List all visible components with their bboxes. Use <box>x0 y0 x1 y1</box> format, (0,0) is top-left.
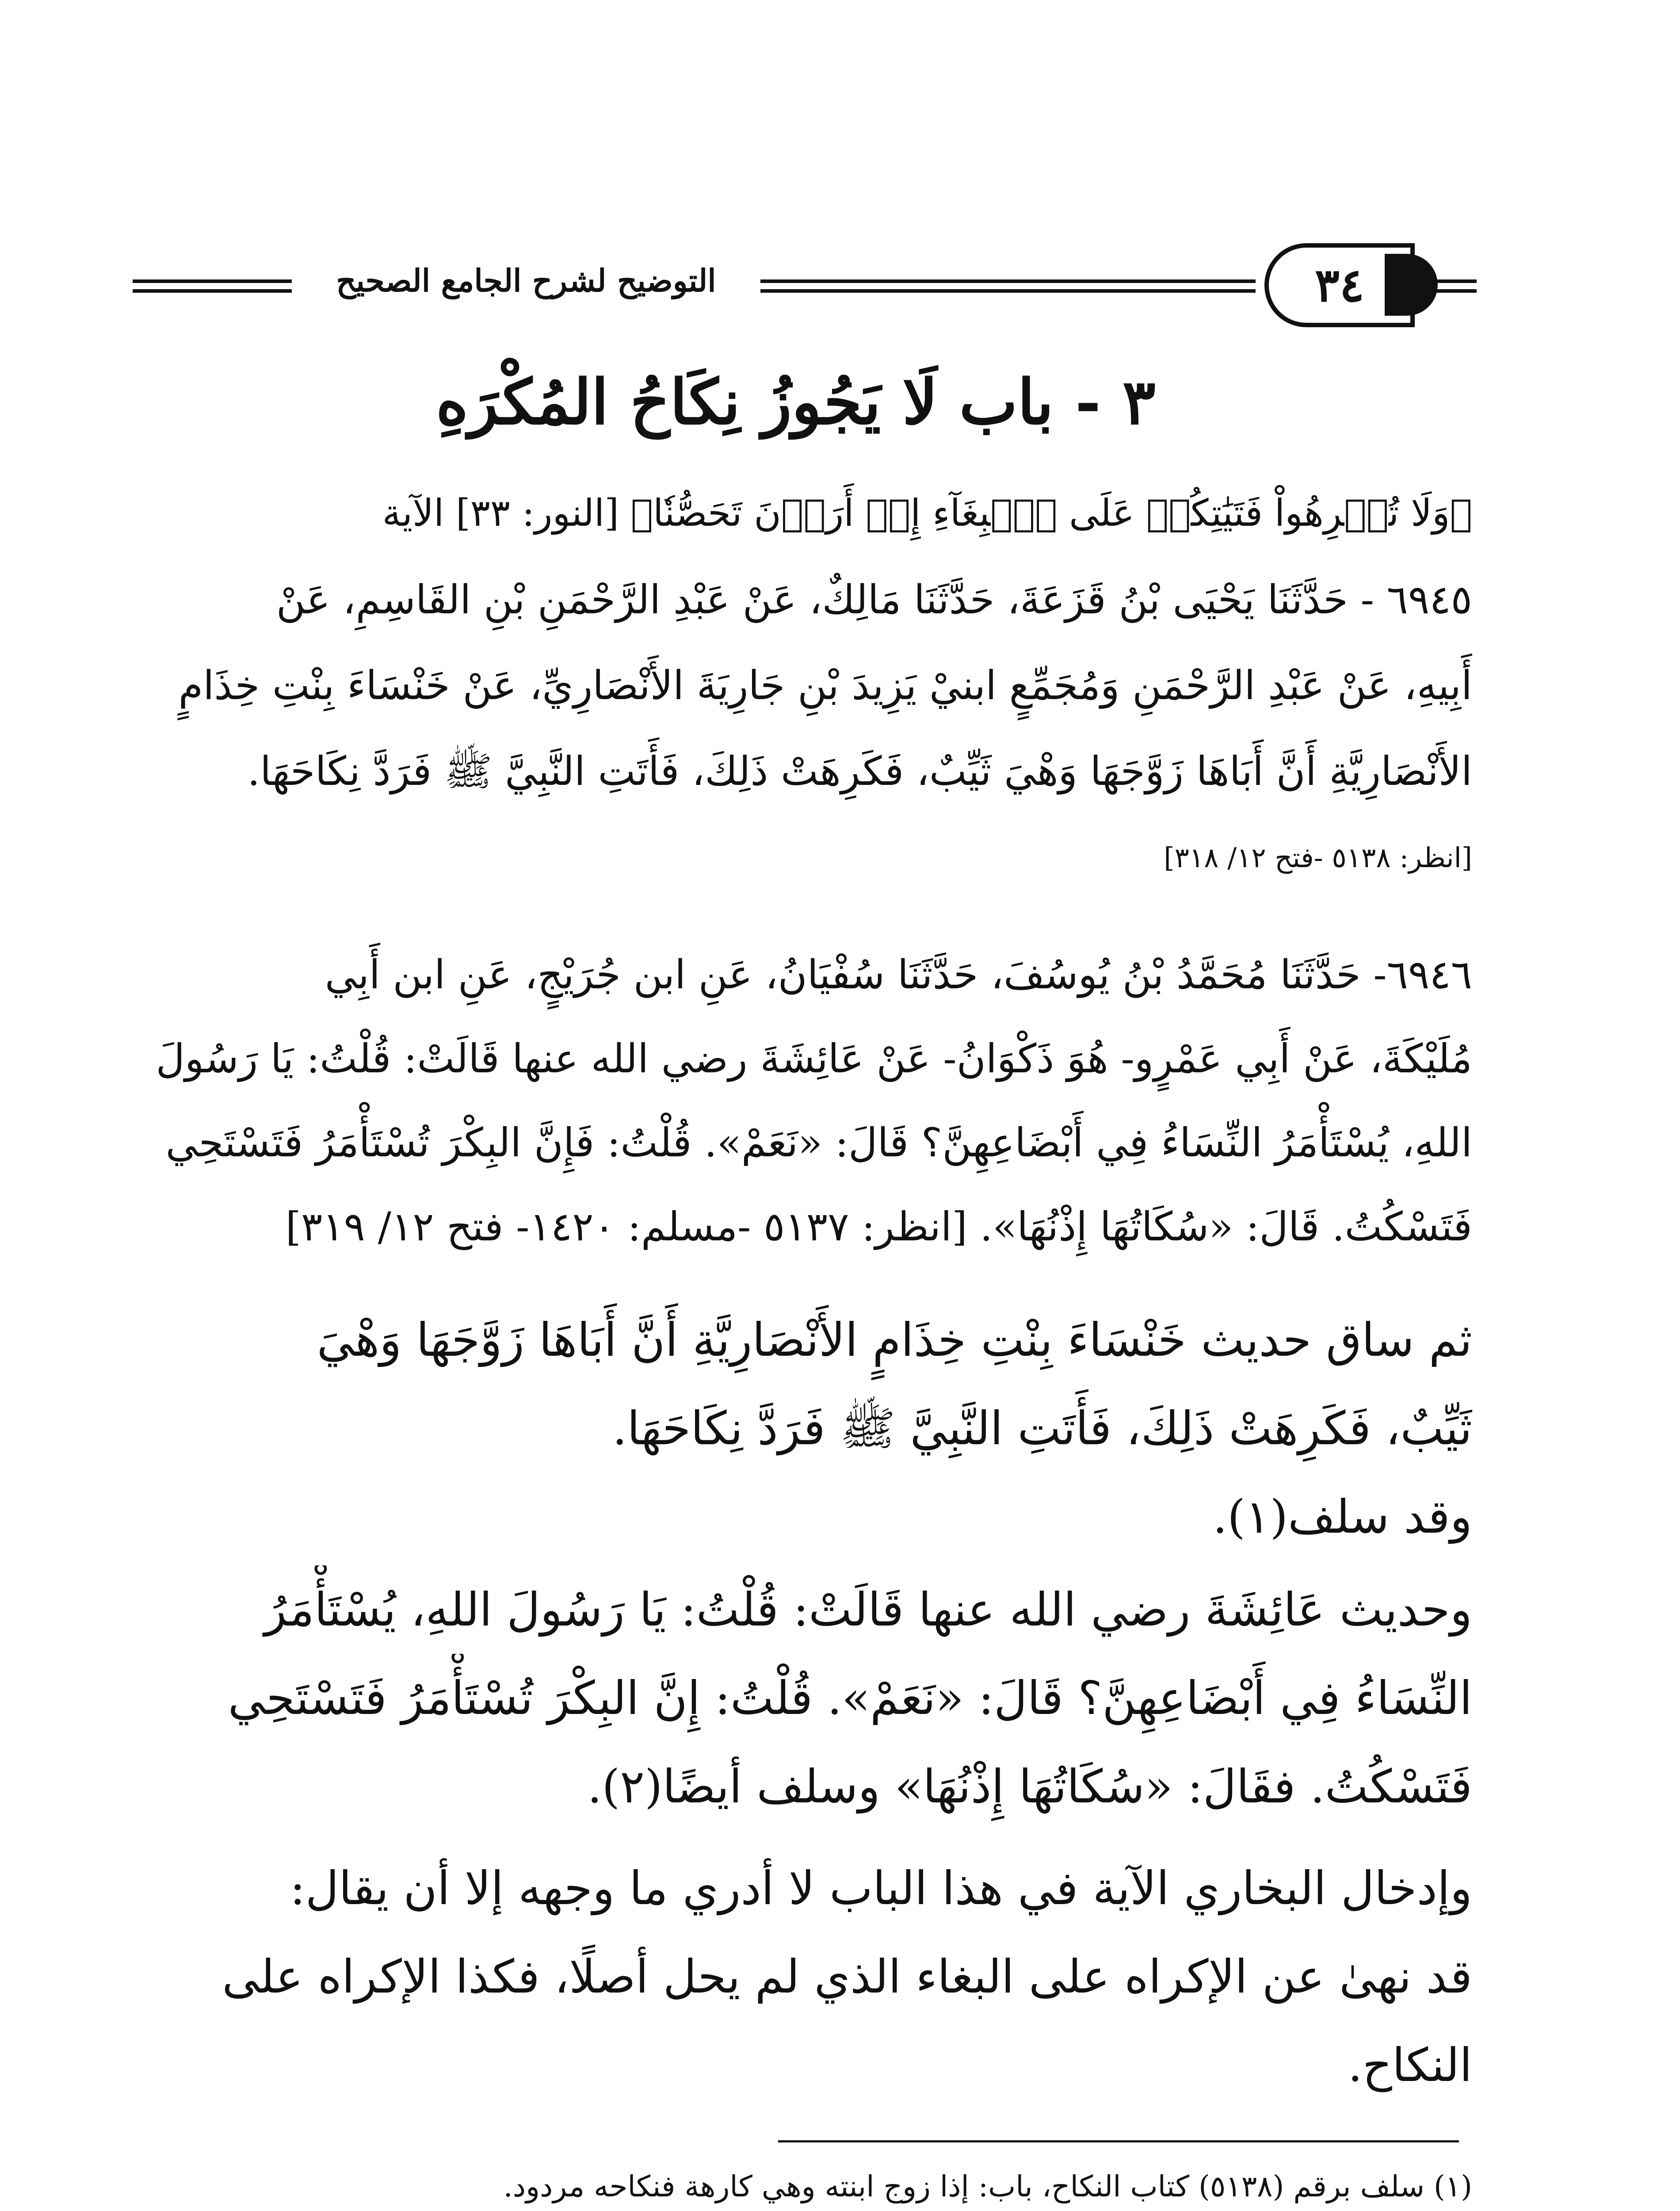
hadith-6946 <box>141 933 1472 1269</box>
hadith-line: اللهِ، يُسْتَأْمَرُ النِّسَاءُ فِي أَبْضَاعِهِنَّ؟ قَالَ: «نَعَمْ». قُلْتُ: فَإِنَّ البِكْرَ تُسْتَأْمَرُ فَتَسْتَحِي <box>165 1120 1472 1166</box>
hadith-6945-reference <box>141 831 1472 884</box>
running-header <box>133 239 1477 336</box>
commentary-line: وحديث عَائِشَةَ رضي الله عنها قَالَتْ: قُلْتُ: يَا رَسُولَ اللهِ، يُسْتَأْمَرُ <box>264 1583 1472 1637</box>
chapter-title: ٣ - باب لَا يَجُوزُ نِكَاحُ المُكْرَهِ <box>436 366 1156 439</box>
hadith-line: ٦٩٤٥ - حَدَّثَنَا يَحْيَى بْنُ قَزَعَةَ، حَدَّثَنَا مَالِكٌ، عَنْ عَبْدِ الرَّحْمَنِ بْنِ القَاسِمِ، عَنْ <box>276 577 1472 623</box>
page-number: ٣٤ <box>1315 258 1364 312</box>
footnote-1 <box>141 2158 1472 2211</box>
commentary-line: وإدخال البخاري الآية في هذا الباب لا أدري ما وجهه إلا أن يقال: <box>290 1861 1472 1915</box>
commentary-line: فَتَسْكُتُ. فقَالَ: «سُكَاتُهَا إِذْنُهَا» وسلف أيضًا(٢). <box>587 1760 1472 1813</box>
hadith-line: ٦٩٤٦- حَدَّثَنَا مُحَمَّدُ بْنُ يُوسُفَ، حَدَّثَنَا سُفْيَانُ، عَنِ ابن جُرَيْجٍ، عَنِ ابن أَبِي <box>325 952 1472 998</box>
hadith-line: فَتَسْكُتُ. قَالَ: «سُكَاتُهَا إِذْنُهَا». [انظر: ٥١٣٧ -مسلم: ١٤٢٠- فتح ١٢/ ٣١٩] <box>285 1204 1472 1250</box>
hadith-line: الأَنْصَارِيَّةِ أَنَّ أَبَاهَا زَوَّجَهَا وَهْيَ ثَيِّبٌ، فَكَرِهَتْ ذَلِكَ، فَأَتَتِ النَّبِيَّ ﷺ فَرَدَّ نِكَاحَهَا. <box>247 748 1472 795</box>
commentary-line: ثم ساق حديث خَنْسَاءَ بِنْتِ خِذَامٍ الأَنْصَارِيَّةِ أَنَّ أَبَاهَا زَوَّجَهَا وَهْيَ <box>317 1313 1472 1367</box>
reference-line: [انظر: ٥١٣٨ -فتح ١٢/ ٣١٨] <box>1164 842 1472 874</box>
footnote-separator <box>778 2140 1459 2142</box>
verse-line: ﴿وَلَا تُكۡرِهُواْ فَتَيَٰتِكُمۡ عَلَى ٱلۡبِغَآءِ إِنۡ أَرَدۡنَ تَحَصُّنٗا﴾ [النور: ٣٣] الآية <box>382 491 1472 535</box>
hadith-line: أَبِيهِ، عَنْ عَبْدِ الرَّحْمَنِ وَمُجَمِّعٍ ابنيْ يَزِيدَ بْنِ جَارِيَةَ الأَنْصَارِيِّ، عَنْ خَنْسَاءَ بِنْتِ خِذَامٍ <box>178 662 1472 709</box>
hadith-line: مُلَيْكَةَ، عَنْ أَبِي عَمْرٍو- هُوَ ذَكْوَانُ- عَنْ عَائِشَةَ رضي الله عنها قَالَتْ: قُلْتُ: يَا رَسُولَ <box>156 1036 1472 1082</box>
verse-citation <box>141 473 1472 553</box>
hadith-6945 <box>141 557 1472 815</box>
commentary-paragraph-3 <box>141 1844 1472 2109</box>
commentary-line: قد نهىٰ عن الإكراه على البغاء الذي لم يحل أصلًا، فكذا الإكراه على <box>222 1950 1472 2004</box>
commentary-line: النكاح. <box>1348 2038 1472 2092</box>
commentary-line: ثَيِّبٌ، فَكَرِهَتْ ذَلِكَ، فَأَتَتِ النَّبِيَّ ﷺ فَرَدَّ نِكَاحَهَا. <box>612 1401 1472 1455</box>
running-title: التوضيح لشرح الجامع الصحيح <box>336 262 716 299</box>
commentary-line: وقد سلف(١). <box>1213 1490 1472 1544</box>
commentary-line: النِّسَاءُ فِي أَبْضَاعِهِنَّ؟ قَالَ: «نَعَمْ». قُلْتُ: إِنَّ البِكْرَ تُسْتَأْمَرُ فَتَسْتَحِي <box>228 1671 1472 1725</box>
header-rule-left <box>133 279 292 293</box>
footnote-line: (١) سلف برقم (٥١٣٨) كتاب النكاح، باب: إذا زوج ابنته وهي كارهة فنكاحه مردود. <box>503 2169 1472 2203</box>
page-number-badge <box>1264 243 1415 327</box>
commentary-paragraph-2 <box>141 1565 1472 1831</box>
commentary-paragraph-1 <box>141 1296 1472 1561</box>
header-rule-right <box>1424 279 1477 293</box>
header-rule-middle <box>760 279 1256 293</box>
